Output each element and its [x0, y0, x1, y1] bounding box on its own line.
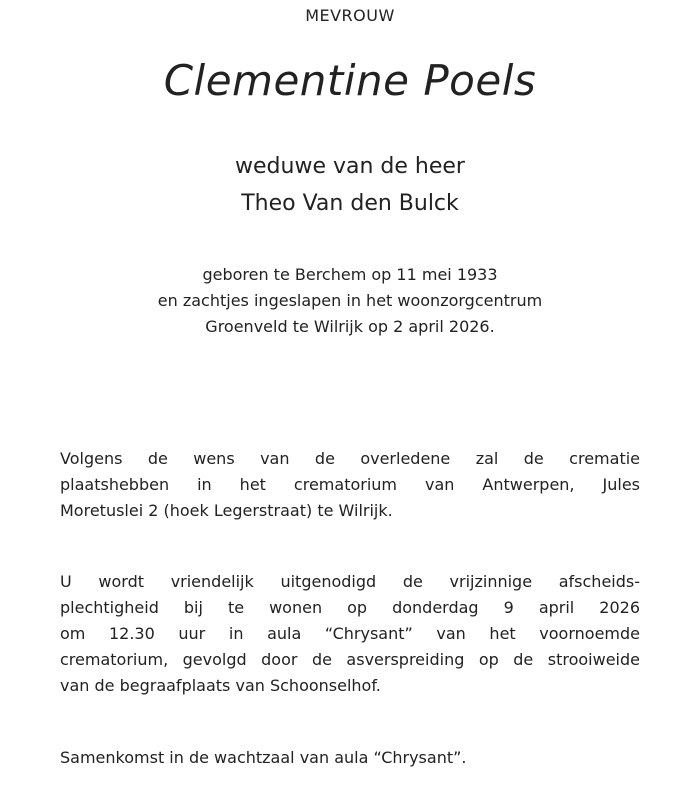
spouse-line-2: Theo Van den Bulck [241, 191, 459, 216]
cremation-line-2: plaatshebben in het crematorium van Antwerpen, Jules [60, 475, 640, 494]
birth-line-2: en zachtjes ingeslapen in het woonzorgcentrum [157, 291, 543, 310]
spouse-block [0, 148, 700, 222]
deceased-name: Clementine Poels [163, 56, 537, 105]
cremation-line-3: Moretuslei 2 (hoek Legerstraat) te Wilrijk. [60, 501, 393, 520]
ceremony-line-2: plechtigheid bij te wonen op donderdag 9 april 2026 [60, 598, 640, 617]
cremation-line-1: Volgens de wens van de overledene zal de crematie [60, 449, 640, 468]
salutation: MEVROUW [305, 6, 395, 25]
spouse-line-1: weduwe van de heer [235, 154, 465, 179]
ceremony-line-3: om 12.30 uur in aula “Chrysant” van het voornoemde [60, 624, 640, 643]
gathering-paragraph: Samenkomst in de wachtzaal van aula “Chrysant”. [60, 748, 467, 767]
birth-line-1: geboren te Berchem op 11 mei 1933 [202, 265, 498, 284]
ceremony-line-4: crematorium, gevolgd door de asverspreiding op de strooiweide [60, 650, 640, 669]
birth-death-block [0, 262, 700, 340]
ceremony-paragraph [60, 569, 640, 699]
ceremony-line-5: van de begraafplaats van Schoonselhof. [60, 676, 381, 695]
cremation-paragraph [60, 446, 640, 524]
ceremony-line-1: U wordt vriendelijk uitgenodigd de vrijzinnige afscheids- [60, 572, 640, 591]
birth-line-3: Groenveld te Wilrijk op 2 april 2026. [205, 317, 495, 336]
